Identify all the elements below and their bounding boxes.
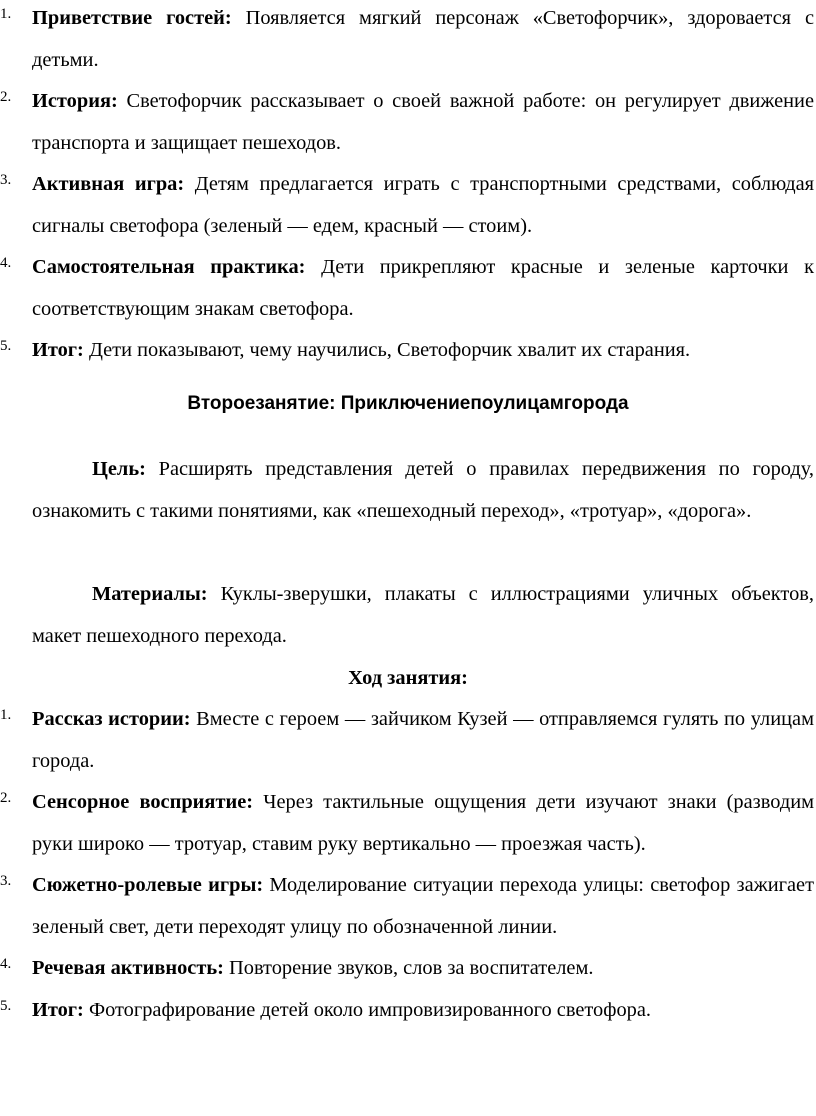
list-number: 4.	[0, 956, 12, 972]
item-lead: Приветствие гостей:	[32, 7, 232, 29]
materials-label: Материалы:	[92, 583, 208, 605]
list-item	[0, 0, 816, 81]
item-text: Дети прикрепляют красные и зеленые карточки к соответствующим знакам светофора.	[32, 256, 814, 320]
item-text: Детям предлагается играть с транспортными средствами, соблюдая сигналы светофора (зеленый — едем, красный — стоим).	[32, 173, 814, 237]
second-lesson-steps	[0, 699, 816, 1031]
list-item	[0, 247, 816, 330]
list-number: 3.	[0, 172, 12, 188]
item-text: Дети показывают, чему научились, Светофорчик хвалит их старания.	[83, 339, 691, 361]
list-number: 3.	[0, 873, 12, 889]
list-item	[0, 164, 816, 247]
list-number: 2.	[0, 89, 12, 105]
item-lead: Рассказ истории:	[32, 708, 191, 730]
item-text: Светофорчик рассказывает о своей важной работе: он регулирует движение транспорта и защищает пешеходов.	[32, 90, 814, 154]
list-item	[0, 699, 816, 782]
list-number: 1.	[0, 707, 12, 723]
goal-label: Цель:	[92, 458, 146, 480]
list-number: 4.	[0, 255, 12, 271]
item-lead: Самостоятельная практика:	[32, 256, 306, 278]
item-lead: Речевая активность:	[32, 957, 224, 979]
item-lead: Сюжетно-ролевые игры:	[32, 874, 264, 896]
list-item	[0, 330, 816, 372]
list-item	[0, 948, 816, 990]
list-number: 2.	[0, 790, 12, 806]
goal-text: Расширять представления детей о правилах передвижения по городу, ознакомить с такими понятиями, как «пешеходный переход», «тротуар», «дорога».	[32, 458, 814, 522]
list-item	[0, 865, 816, 948]
item-lead: Итог:	[32, 339, 84, 361]
course-heading: Ход занятия:	[348, 667, 468, 689]
item-text: Моделирование ситуации перехода улицы: светофор зажигает зеленый свет, дети переходят улицу по обозначенной линии.	[32, 874, 814, 938]
item-text: Повторение звуков, слов за воспитателем.	[223, 957, 594, 979]
section-heading: Второезанятие: Приключениепоулицамгорода	[187, 393, 629, 414]
list-number: 1.	[0, 6, 12, 22]
item-lead: История:	[32, 90, 118, 112]
list-item	[0, 990, 816, 1032]
item-lead: Итог:	[32, 998, 84, 1021]
list-item	[0, 782, 816, 865]
first-lesson-steps	[0, 0, 816, 372]
item-lead: Активная игра:	[32, 173, 185, 195]
item-text: Вместе с героем — зайчиком Кузей — отправляемся гулять по улицам города.	[32, 708, 814, 772]
goal-paragraph	[32, 449, 814, 532]
item-text: Появляется мягкий персонаж «Светофорчик», здоровается с детьми.	[32, 7, 815, 71]
list-item	[0, 81, 816, 164]
list-number: 5.	[0, 997, 12, 1014]
item-text: Фотографирование детей около импровизированного светофора.	[83, 998, 651, 1021]
item-text: Через тактильные ощущения дети изучают знаки (разводим руки широко — тротуар, ставим руку вертикально — проезжая часть).	[32, 791, 815, 855]
list-number: 5.	[0, 338, 12, 354]
materials-paragraph	[32, 574, 814, 657]
materials-text: Куклы-зверушки, плакаты с иллюстрациями уличных объектов, макет пешеходного перехода.	[32, 583, 814, 647]
item-lead: Сенсорное восприятие:	[32, 791, 254, 813]
